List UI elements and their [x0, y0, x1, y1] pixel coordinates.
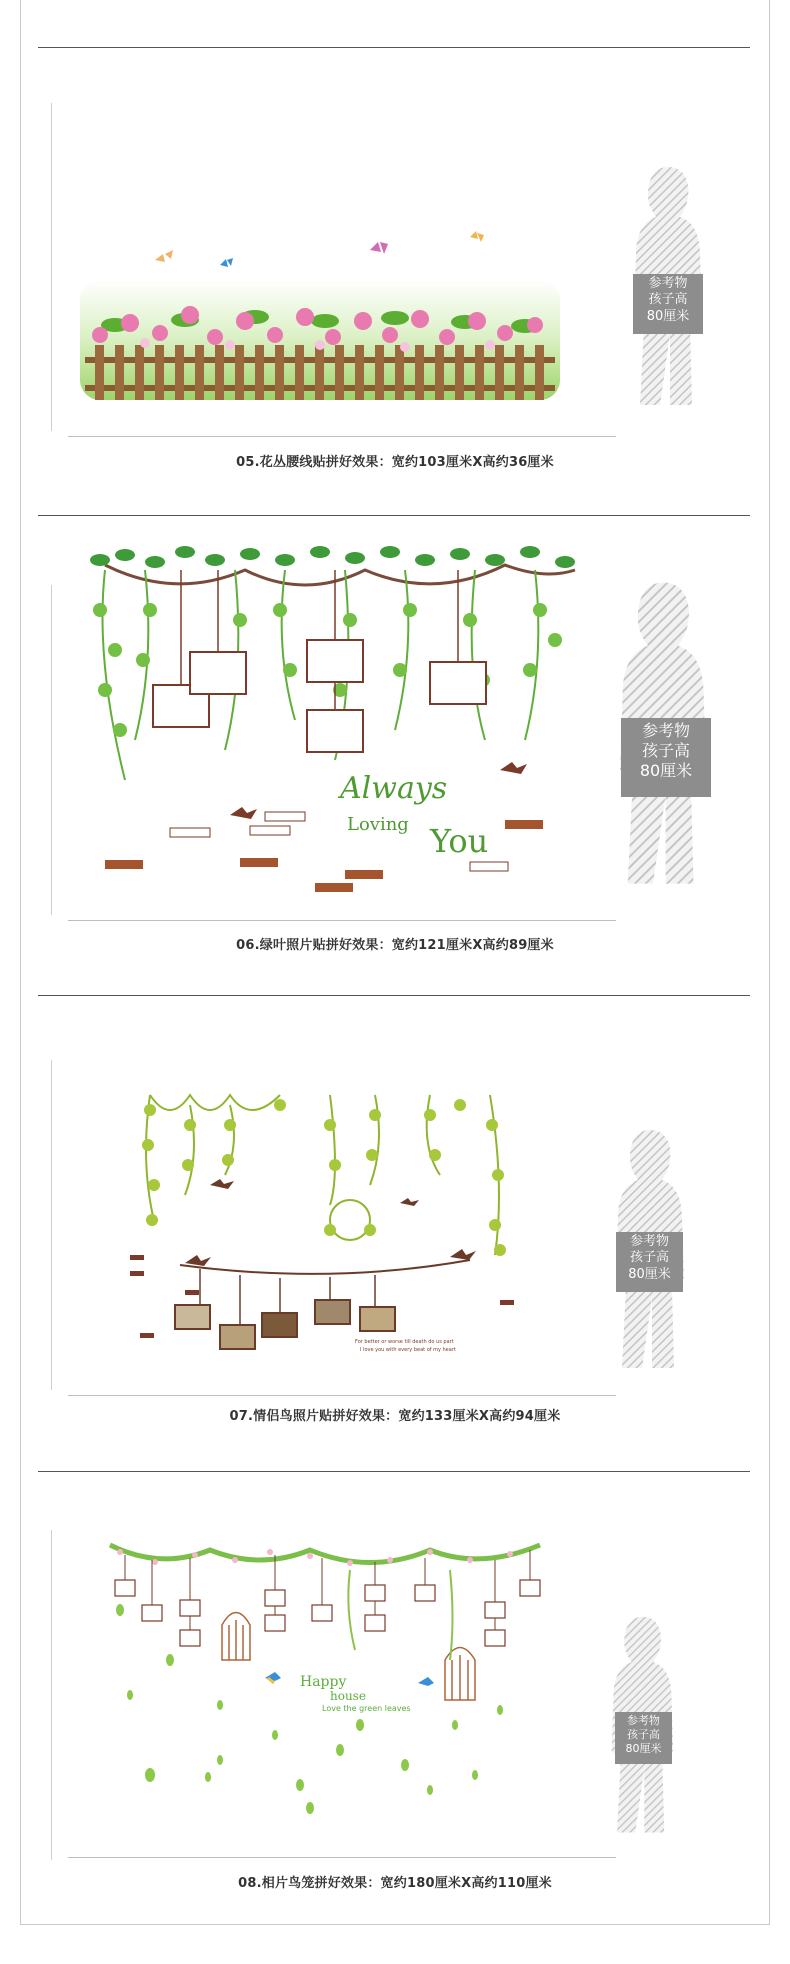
- section-divider: [38, 995, 750, 996]
- svg-text:Always: Always: [340, 771, 448, 806]
- photo-birdcage-illustration: [100, 1530, 550, 1830]
- reference-label: [616, 1232, 683, 1292]
- left-guide-line: [51, 1530, 52, 1860]
- section-caption: 08.相片鸟笼拼好效果：宽约180厘米X高约110厘米: [238, 1876, 552, 1891]
- caption-rule: [68, 1857, 616, 1858]
- ref-line-2: 孩子高: [629, 1250, 669, 1266]
- svg-text:I love you with every beat of: I love you with every beat of my heart: [360, 1347, 456, 1353]
- left-guide-line: [51, 585, 52, 915]
- svg-text:Loving: Loving: [347, 814, 409, 835]
- svg-text:Happy: Happy: [300, 1674, 347, 1690]
- ref-line-3: 80厘米: [646, 308, 690, 324]
- svg-text:Love the green leaves: Love the green leaves: [322, 1704, 411, 1713]
- caption-rule: [68, 1395, 616, 1396]
- love-birds-photo-illustration: [130, 1085, 530, 1365]
- caption-rule: [68, 920, 616, 921]
- reference-label: [633, 274, 703, 334]
- section-divider: [38, 1471, 750, 1472]
- leaf-photo-frame-illustration: [85, 540, 585, 920]
- section-caption: 05.花丛腰线贴拼好效果：宽约103厘米X高约36厘米: [236, 455, 554, 470]
- ref-line-1: 参考物: [648, 276, 688, 291]
- left-guide-line: [51, 103, 52, 431]
- ref-line-3: 80厘米: [628, 1266, 671, 1282]
- ref-line-2: 孩子高: [648, 292, 688, 308]
- svg-text:house: house: [330, 1689, 366, 1703]
- section-divider: [38, 515, 750, 516]
- svg-text:You: You: [430, 822, 489, 860]
- ref-line-1: 参考物: [641, 721, 690, 740]
- ref-line-3: 80厘米: [625, 1741, 662, 1755]
- ref-line-1: 参考物: [629, 1234, 669, 1249]
- section-caption: 06.绿叶照片贴拼好效果：宽约121厘米X高约89厘米: [236, 938, 554, 953]
- flower-fence-illustration: [75, 225, 565, 410]
- ref-line-2: 孩子高: [627, 1727, 660, 1741]
- left-guide-line: [51, 1060, 52, 1390]
- caption-rule: [68, 436, 616, 437]
- ref-line-1: 参考物: [627, 1714, 660, 1727]
- reference-label: [621, 718, 711, 797]
- section-caption: 07.情侣鸟照片贴拼好效果：宽约133厘米X高约94厘米: [229, 1409, 561, 1424]
- ref-line-3: 80厘米: [639, 761, 693, 780]
- section-divider: [38, 47, 750, 48]
- ref-line-2: 孩子高: [641, 741, 690, 760]
- reference-label: [615, 1712, 672, 1764]
- svg-text:For better or worse till death: For better or worse till death do us part: [355, 1339, 454, 1345]
